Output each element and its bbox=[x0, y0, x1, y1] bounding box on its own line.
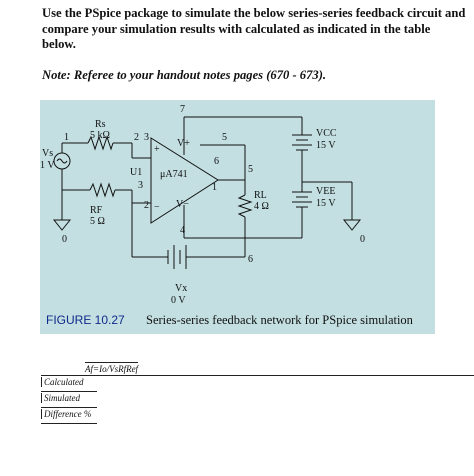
table-line bbox=[41, 407, 97, 408]
figure-caption-label: FIGURE 10.27 bbox=[46, 313, 125, 327]
rl-value-label: 4 Ω bbox=[254, 201, 269, 212]
rs-name-label: Rs bbox=[95, 119, 106, 130]
node-1b-label: 1 bbox=[212, 182, 217, 193]
opamp-minus-sign: − bbox=[154, 202, 160, 213]
node-6b-label: 6 bbox=[248, 254, 253, 265]
vee-name-label: VEE bbox=[316, 186, 336, 197]
rf-name-label: RF bbox=[90, 205, 103, 216]
circuit-figure bbox=[40, 100, 435, 334]
vs-value-label: 1 V bbox=[40, 160, 55, 171]
rf-value-label: 5 Ω bbox=[90, 216, 105, 227]
vplus-label: V+ bbox=[177, 138, 190, 149]
node-5b-label: 5 bbox=[248, 164, 253, 175]
circuit-diagram bbox=[40, 100, 435, 334]
node-7-label: 7 bbox=[180, 104, 185, 115]
node-2b-label: 2 bbox=[144, 200, 149, 211]
opamp-plus-sign: + bbox=[154, 144, 160, 155]
ground-right-label: 0 bbox=[360, 234, 365, 245]
table-row-simulated: Simulated bbox=[41, 393, 96, 403]
figure-caption-text: Series-series feedback network for PSpice simulation bbox=[146, 313, 413, 327]
vminus-label: V− bbox=[176, 199, 189, 210]
table-line bbox=[41, 423, 97, 424]
vcc-name-label: VCC bbox=[316, 128, 337, 139]
reference-note: Note: Referee to your handout notes pages (670 - 673). bbox=[42, 68, 327, 82]
ground-left-label: 0 bbox=[62, 234, 67, 245]
node-3-label: 3 bbox=[144, 132, 149, 143]
table-row-calculated: Calculated bbox=[41, 377, 96, 387]
opamp-part-label: μA741 bbox=[160, 169, 188, 180]
vee-value-label: 15 V bbox=[316, 198, 336, 209]
opamp-ref-label: U1 bbox=[130, 167, 143, 178]
vs-name-label: Vs bbox=[42, 148, 54, 159]
node-1-label: 1 bbox=[64, 132, 69, 143]
vx-name-label: Vx bbox=[175, 283, 188, 294]
table-row-difference: Difference % bbox=[41, 409, 96, 419]
problem-statement: Use the PSpice package to simulate the below series-series feedback circuit and compare your simulation results with calculated as indicated in the table below. bbox=[42, 6, 466, 52]
node-2-label: 2 bbox=[134, 132, 139, 143]
node-5-label: 5 bbox=[222, 132, 227, 143]
gain-formula: Af=Io/VsRfRef bbox=[85, 364, 139, 374]
vcc-value-label: 15 V bbox=[316, 140, 336, 151]
node-4-label: 4 bbox=[180, 225, 185, 236]
node-6-label: 6 bbox=[214, 156, 219, 167]
rl-name-label: RL bbox=[254, 190, 267, 201]
vx-value-label: 0 V bbox=[171, 295, 186, 306]
table-line-top bbox=[41, 375, 474, 376]
node-3b-label: 3 bbox=[138, 180, 143, 191]
table-line bbox=[41, 391, 97, 392]
rs-value-label: 5 kΩ bbox=[90, 130, 110, 141]
